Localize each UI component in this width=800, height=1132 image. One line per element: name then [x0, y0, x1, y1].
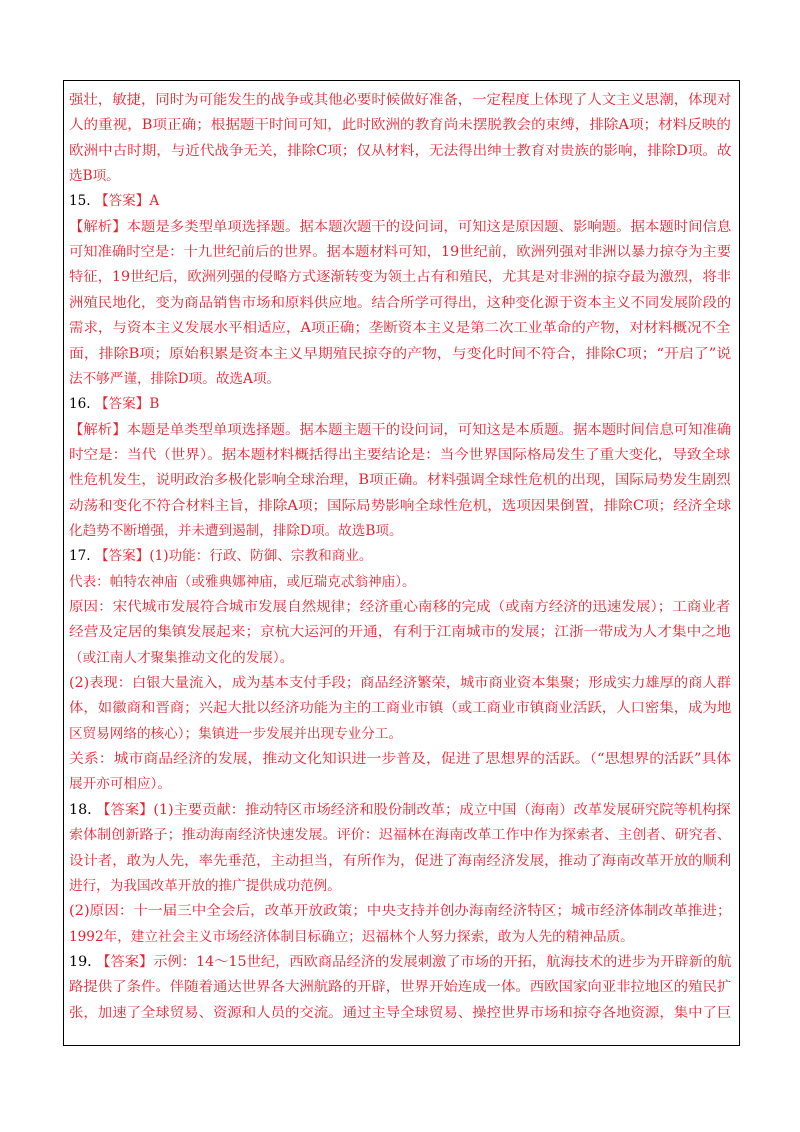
text-line: 体，如徽商和晋商；兴起大批以经济功能为主的工商业市镇（或工商业市镇商业活跃，人口密集，成为地 — [69, 700, 732, 717]
text-line: 可知准确时空是：十九世纪前后的世界。据本题材料可知，19世纪前，欧洲列强对非洲以暴力掠夺为主要 — [69, 244, 732, 261]
text-line: 洲殖民地化，变为商品销售市场和原料供应地。结合所学可得出，这种变化源于资本主义不同发展阶段的 — [69, 294, 732, 311]
text-line: 法不够严谨，排除D项。故选A项。 — [69, 370, 281, 387]
text-line: 关系：城市商品经济的发展，推动文化知识进一步普及，促进了思想界的活跃。（“思想界的活跃”具体 — [69, 751, 732, 768]
text-line: 【解析】本题是单类型单项选择题。据本题主题干的设问词，可知这是本质题。据本题时间信息可知准确 — [69, 421, 732, 438]
text-line: 设计者，敢为人先，率先垂范，主动担当，有所作为，促进了海南经济发展，推动了海南改革开放的顺利 — [69, 852, 732, 869]
text-line: 需求，与资本主义发展水平相适应，A项正确；垄断资本主义是第二次工业革命的产物，对材料概况不全 — [69, 320, 731, 337]
question-number: 17. — [69, 548, 91, 565]
text-line: (2)原因：十一届三中全会后，改革开放政策；中央支持并创办海南经济特区；城市经济体制改革推进； — [69, 903, 732, 920]
text-line: 时空是：当代（世界）。据本题材料概括得出主要结论是：当今世界国际格局发生了重大变化，导致全球 — [69, 446, 731, 463]
text-line: 区贸易网络的核心）；集镇进一步发展并出现专业分工。 — [69, 725, 403, 742]
question-number: 15. — [69, 193, 91, 210]
question-number: 16. — [69, 396, 91, 413]
text-line: (2)表现：白银大量流入，成为基本支付手段；商品经济繁荣，城市商业资本集聚；形成实力雄厚的商人群 — [69, 675, 731, 692]
text-line: 面，排除B项；原始积累是资本主义早期殖民掠夺的产物，与变化时间不符合，排除C项；“开启了”说 — [69, 345, 732, 362]
text-line: 欧洲中古时期，与近代战争无关，排除C项；仅从材料，无法得出绅士教育对贵族的影响，排除D项。故 — [69, 142, 732, 159]
text-line: 17. 【答案】(1)功能：行政、防御、宗教和商业。 — [69, 548, 373, 565]
text-line: 动荡和变化不符合材料主旨，排除A项；国际局势影响全球性危机，选项因果倒置，排除C项；经济全球 — [69, 497, 732, 514]
question-number: 19. — [69, 953, 92, 970]
text-line: 原因：宋代城市发展符合城市发展自然规律；经济重心南移的完成（或南方经济的迅速发展）；工商业者 — [69, 599, 731, 615]
text-line: 【解析】本题是多类型单项选择题。据本题次题干的设问词，可知这是原因题、影响题。据本题时间信息 — [69, 218, 732, 235]
text-line: 选B项。 — [69, 168, 120, 185]
text-line: 人的重视，B项正确；根据题干时间可知，此时欧洲的教育尚未摆脱教会的束缚，排除A项；材料反映的 — [69, 117, 731, 134]
text-line: 张，加速了全球贸易、资源和人员的交流。通过主导全球贸易、操控世界市场和掠夺各地资源，集中了巨 — [69, 1004, 732, 1021]
question-number: 18. — [69, 801, 92, 818]
text-line: 化趋势不断增强，并未遭到遏制，排除D项。故选B项。 — [69, 522, 403, 539]
text-line: 18. 【答案】(1)主要贡献：推动特区市场经济和股份制改革；成立中国（海南）改革发展研究院等机构探 — [69, 801, 731, 818]
text-line: 16. 【答案】B — [69, 396, 160, 413]
text-line: （或江南人才聚集推动文化的发展）。 — [69, 649, 294, 666]
text-line: 代表：帕特农神庙（或雅典娜神庙，或厄瑞克忒翁神庙）。 — [69, 573, 416, 590]
text-line: 经营及定居的集镇发展起来；京杭大运河的开通，有利于江南城市的发展；江浙一带成为人才集中之地 — [69, 624, 731, 641]
text-line: 进行，为我国改革开放的推广提供成功范例。 — [69, 877, 341, 894]
text-line: 路提供了条件。伴随着通达世界各大洲航路的开辟，世界开始连成一体。西欧国家向亚非拉地区的殖民扩 — [69, 979, 732, 996]
text-line: 性危机发生，说明政治多极化影响全球治理，B项正确。材料强调全球性危机的出现，国际局势发生剧烈 — [69, 472, 731, 489]
text-line: 特征，19世纪后，欧洲列强的侵略方式逐渐转变为领土占有和殖民，尤其是对非洲的掠夺最为激烈，将非 — [69, 269, 732, 286]
text-line: 展开亦可相应）。 — [69, 776, 171, 793]
text-line: 19. 【答案】示例：14～15世纪，西欧商品经济的发展刺激了市场的开拓，航海技术的进步为开辟新的航 — [69, 953, 732, 970]
text-line: 1992年，建立社会主义市场经济体制目标确立；迟福林个人努力探索，敢为人先的精神品质。 — [69, 928, 634, 945]
text-line: 索体制创新路子；推动海南经济快速发展。评价：迟福林在海南改革工作中作为探索者、主创者、研究者、 — [69, 827, 731, 844]
text-line: 15. 【答案】A — [69, 193, 160, 210]
text-line: 强壮，敏捷，同时为可能发生的战争或其他必要时候做好准备，一定程度上体现了人文主义思潮，体现对 — [69, 92, 732, 108]
